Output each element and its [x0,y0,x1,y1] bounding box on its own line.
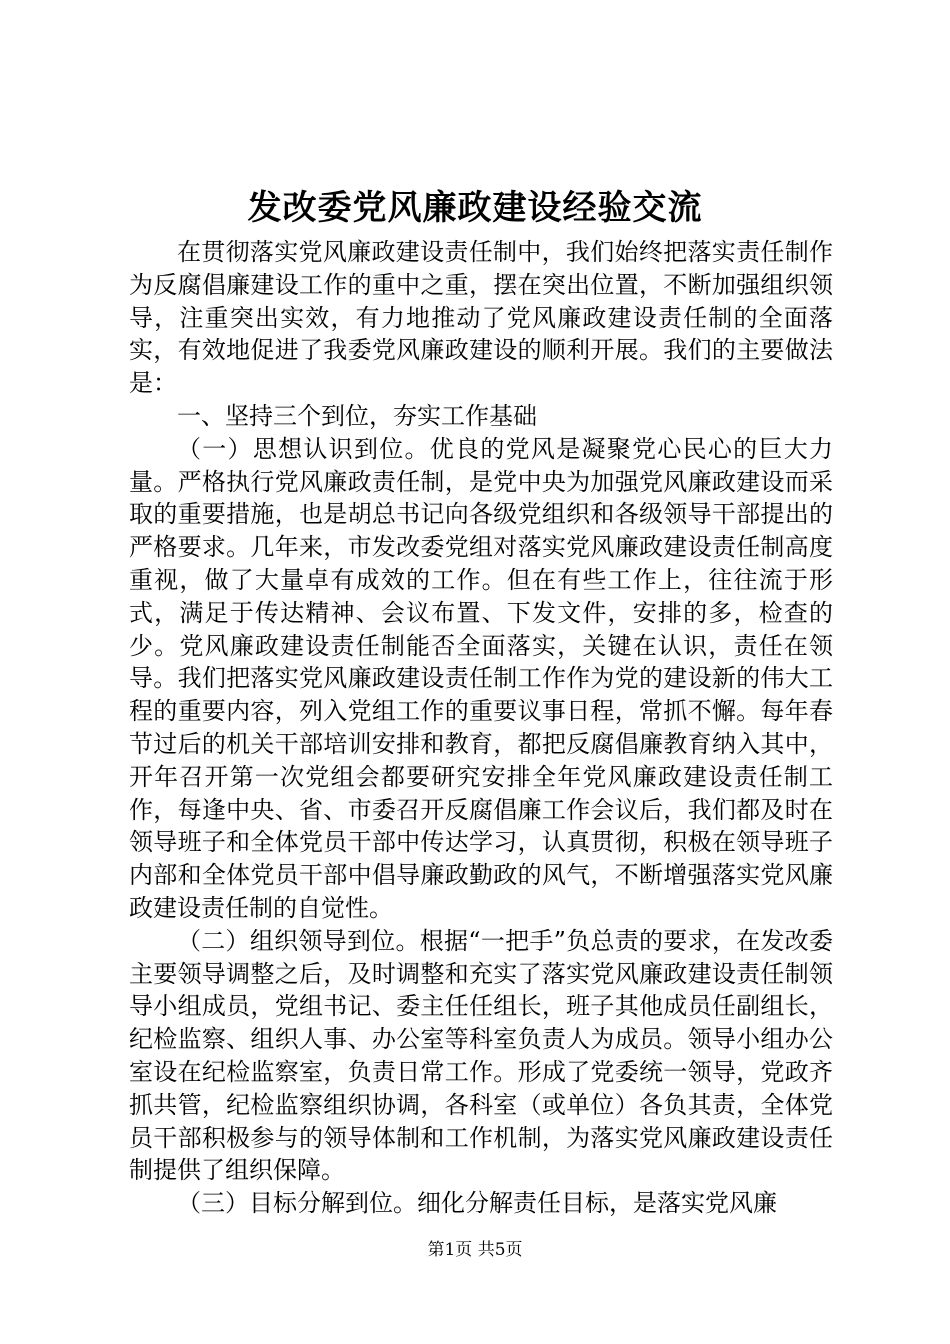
paragraph-intro: 在贯彻落实党风廉政建设责任制中，我们始终把落实责任制作为反腐倡廉建设工作的重中之重，摆在突出位置，不断加强组织领导，注重突出实效，有力地推动了党风廉政建设责任制的全面落实，有效地促进了我委党风廉政建设的顺利开展。我们的主要做法是： [129,238,833,398]
section-heading-1: 一、坚持三个到位，夯实工作基础 [177,401,537,430]
paragraph-3: （三）目标分解到位。细化分解责任目标，是落实党风廉 [177,1189,777,1218]
paragraph-1: （一）思想认识到位。优良的党风是凝聚党心民心的巨大力量。严格执行党风廉政责任制，是党中央为加强党风廉政建设而采取的重要措施，也是胡总书记向各级党组织和各级领导干部提出的严格要求。几年来，市发改委党组对落实党风廉政建设责任制高度重视，做了大量卓有成效的工作。但在有些工作上，往往流于形式，满足于传达精神、会议布置、下发文件，安排的多，检查的少。党风廉政建设责任制能否全面落实，关键在认识，责任在领导。我们把落实党风廉政建设责任制工作作为党的建设新的伟大工程的重要内容，列入党组工作的重要议事日程，常抓不懈。每年春节过后的机关干部培训安排和教育，都把反腐倡廉教育纳入其中，开年召开第一次党组会都要研究安排全年党风廉政建设责任制工作，每逢中央、省、市委召开反腐倡廉工作会议后，我们都及时在领导班子和全体党员干部中传达学习，认真贯彻，积极在领导班子内部和全体党员干部中倡导廉政勤政的风气，不断增强落实党风廉政建设责任制的自觉性。 [129,434,833,922]
document-title: 发改委党风廉政建设经验交流 [247,188,703,228]
paragraph-2: （二）组织领导到位。根据“一把手”负总责的要求，在发改委主要领导调整之后，及时调整和充实了落实党风廉政建设责任制领导小组成员，党组书记、委主任任组长，班子其他成员任副组长，纪检监察、组织人事、办公室等科室负责人为成员。领导小组办公室设在纪检监察室，负责日常工作。形成了党委统一领导，党政齐抓共管，纪检监察组织协调，各科室（或单位）各负其责，全体党员干部积极参与的领导体制和工作机制，为落实党风廉政建设责任制提供了组织保障。 [129,926,833,1185]
document-body [129,236,833,1220]
page-footer: 第1页 共5页 [427,1240,523,1260]
